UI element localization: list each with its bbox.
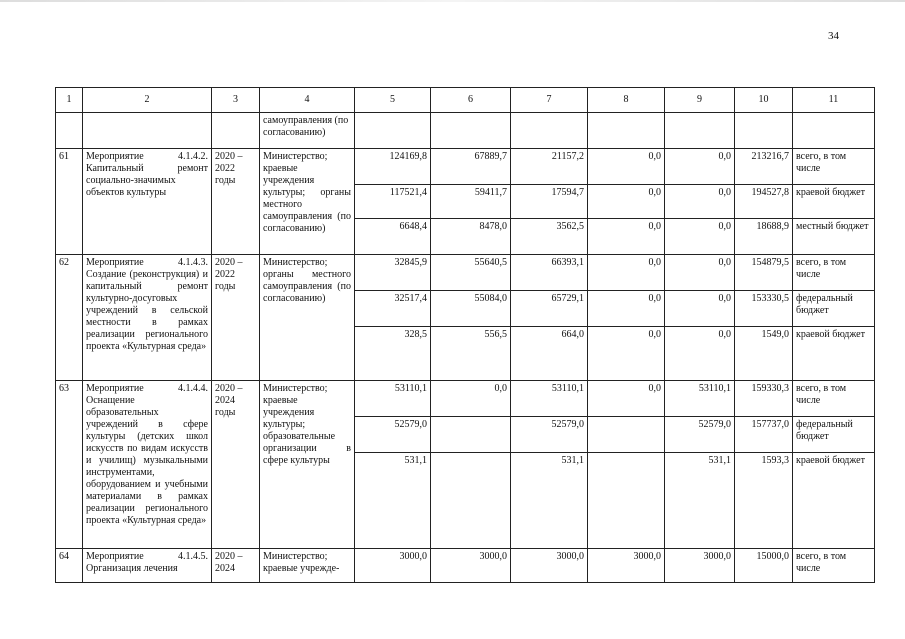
value-cell: 531,1: [511, 453, 588, 549]
value-cell: 0,0: [588, 185, 665, 219]
value-cell: 59411,7: [431, 185, 511, 219]
value-cell: [431, 453, 511, 549]
value-cell: 0,0: [665, 185, 735, 219]
source-cell: федеральный бюджет: [793, 291, 875, 327]
value-cell: 32845,9: [355, 255, 431, 291]
value-cell: 556,5: [431, 327, 511, 381]
value-cell: 0,0: [588, 381, 665, 417]
value-cell: 117521,4: [355, 185, 431, 219]
source-cell: краевой бюджет: [793, 453, 875, 549]
value-cell: 3000,0: [665, 549, 735, 583]
value-cell: 0,0: [588, 327, 665, 381]
table-row: [56, 255, 875, 291]
source-cell: краевой бюджет: [793, 327, 875, 381]
source-cell: всего, в том числе: [793, 255, 875, 291]
table-row: [56, 381, 875, 417]
value-cell: 0,0: [588, 149, 665, 185]
period-cell: 2020 – 2022 годы: [212, 255, 260, 381]
executor-cell: Министерство; органы местного самоуправления (по согласованию): [260, 255, 355, 381]
period-cell: 2020 – 2024 годы: [212, 381, 260, 549]
col-header: 9: [665, 88, 735, 113]
value-cell: 66393,1: [511, 255, 588, 291]
total-cell: 1593,3: [735, 453, 793, 549]
value-cell: 53110,1: [665, 381, 735, 417]
total-cell: 18688,9: [735, 219, 793, 255]
value-cell: 52579,0: [511, 417, 588, 453]
source-cell: местный бюджет: [793, 219, 875, 255]
value-cell: 0,0: [588, 255, 665, 291]
value-cell: 52579,0: [355, 417, 431, 453]
value-cell: 67889,7: [431, 149, 511, 185]
col-header: 7: [511, 88, 588, 113]
col-header: 6: [431, 88, 511, 113]
value-cell: 6648,4: [355, 219, 431, 255]
total-cell: 153330,5: [735, 291, 793, 327]
value-cell: 65729,1: [511, 291, 588, 327]
program-table: [55, 87, 875, 583]
value-cell: 0,0: [665, 327, 735, 381]
value-cell: 664,0: [511, 327, 588, 381]
col-header: 2: [83, 88, 212, 113]
value-cell: 53110,1: [355, 381, 431, 417]
col-header: 5: [355, 88, 431, 113]
value-cell: 17594,7: [511, 185, 588, 219]
executor-cell: Министерство; краевые учреждения культуры; органы местного самоуправления (по согласованию): [260, 149, 355, 255]
row-number: 62: [56, 255, 83, 381]
value-cell: 0,0: [665, 149, 735, 185]
measure-name: Мероприятие 4.1.4.3. Создание (реконструкция) и капитальный ремонт культурно-досуговых учреждений в сельской местности в рамках реализации регионального проекта «Культурная среда»: [83, 255, 212, 381]
value-cell: 55640,5: [431, 255, 511, 291]
value-cell: 3000,0: [355, 549, 431, 583]
value-cell: 3000,0: [431, 549, 511, 583]
value-cell: 53110,1: [511, 381, 588, 417]
source-cell: всего, в том числе: [793, 549, 875, 583]
value-cell: 0,0: [588, 219, 665, 255]
value-cell: 0,0: [665, 255, 735, 291]
executor-cell: самоуправления (по согласованию): [260, 113, 355, 149]
measure-name: Мероприятие 4.1.4.2. Капитальный ремонт социально-значимых объектов культуры: [83, 149, 212, 255]
value-cell: 3000,0: [511, 549, 588, 583]
col-header: 1: [56, 88, 83, 113]
col-header: 11: [793, 88, 875, 113]
header-row: [56, 88, 875, 113]
total-cell: 213216,7: [735, 149, 793, 185]
total-cell: 154879,5: [735, 255, 793, 291]
total-cell: 194527,8: [735, 185, 793, 219]
col-header: 8: [588, 88, 665, 113]
value-cell: 52579,0: [665, 417, 735, 453]
value-cell: [588, 453, 665, 549]
scan-edge: [0, 0, 905, 2]
row-number: 63: [56, 381, 83, 549]
total-cell: 157737,0: [735, 417, 793, 453]
value-cell: 55084,0: [431, 291, 511, 327]
value-cell: 8478,0: [431, 219, 511, 255]
value-cell: 0,0: [431, 381, 511, 417]
value-cell: 3562,5: [511, 219, 588, 255]
source-cell: федеральный бюджет: [793, 417, 875, 453]
executor-cell: Министерство; краевые учрежде-: [260, 549, 355, 583]
measure-name: Мероприятие 4.1.4.4. Оснащение образовательных учреждений в сфере культуры (детских школ искусств по видам искусств и училищ) музыкальными инструментами, оборудованием и учебными материалами в рамках реализации регионального проекта «Культурная среда»: [83, 381, 212, 549]
total-cell: 159330,3: [735, 381, 793, 417]
measure-name: Мероприятие 4.1.4.5. Организация лечения: [83, 549, 212, 583]
row-number: 64: [56, 549, 83, 583]
value-cell: 0,0: [665, 291, 735, 327]
value-cell: 0,0: [665, 219, 735, 255]
value-cell: 32517,4: [355, 291, 431, 327]
period-cell: 2020 – 2024: [212, 549, 260, 583]
col-header: 3: [212, 88, 260, 113]
table-row: [56, 149, 875, 185]
value-cell: 531,1: [665, 453, 735, 549]
col-header: 10: [735, 88, 793, 113]
value-cell: 328,5: [355, 327, 431, 381]
source-cell: всего, в том числе: [793, 381, 875, 417]
total-cell: 1549,0: [735, 327, 793, 381]
source-cell: краевой бюджет: [793, 185, 875, 219]
source-cell: всего, в том числе: [793, 149, 875, 185]
period-cell: 2020 – 2022 годы: [212, 149, 260, 255]
value-cell: 531,1: [355, 453, 431, 549]
value-cell: 0,0: [588, 291, 665, 327]
value-cell: 21157,2: [511, 149, 588, 185]
value-cell: [588, 417, 665, 453]
total-cell: 15000,0: [735, 549, 793, 583]
row-number: 61: [56, 149, 83, 255]
col-header: 4: [260, 88, 355, 113]
executor-cell: Министерство; краевые учреждения культуры; образовательные организации в сфере культуры: [260, 381, 355, 549]
page-number: 34: [828, 30, 839, 42]
table-row: [56, 549, 875, 583]
continuation-row: [56, 113, 875, 149]
value-cell: 124169,8: [355, 149, 431, 185]
value-cell: [431, 417, 511, 453]
value-cell: 3000,0: [588, 549, 665, 583]
